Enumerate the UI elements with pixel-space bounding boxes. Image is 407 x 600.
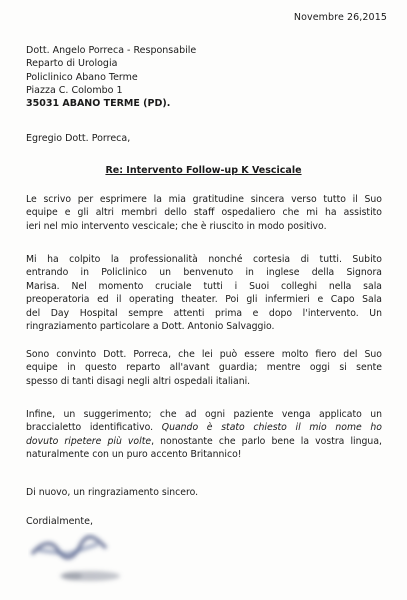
- italic-run: dovuto ripetere più volte: [26, 435, 152, 447]
- recipient-name: Dott. Angelo Porreca - Responsabile: [26, 45, 197, 56]
- paragraph-line: spesso di tanti disagi negli altri ospedali italiani.: [26, 375, 251, 387]
- paragraph-line: entrando in Policlinico un benvenuto in inglese della Signora: [26, 267, 382, 279]
- paragraph-pride: [26, 348, 382, 388]
- paragraph-line: equipe in questo reparto all'avant guardia; mentre oggi si sente: [26, 362, 382, 374]
- paragraph-line: Mi ha colpito la professionalità nonché cortesia di tutti. Subito: [26, 254, 382, 265]
- paragraph-line: naturalmente con un puro accento Britannico!: [26, 449, 242, 461]
- paragraph-line: ringraziamento particolare a Dott. Antonio Salvaggio.: [26, 321, 275, 333]
- recipient-hospital: Policlinico Abano Terme: [26, 71, 138, 83]
- paragraph-line: Infine, un suggerimento; che ad ogni paziente venga applicato un: [26, 409, 382, 420]
- paragraph-gratitude: [26, 193, 382, 233]
- text-run: braccialetto identificativo.: [26, 422, 154, 434]
- paragraph-line: Le scrivo per esprimere la mia gratitudine sincera verso tutto il Suo: [26, 194, 382, 205]
- paragraph-line: Di nuovo, un ringraziamento sincero.: [26, 487, 199, 498]
- paragraph-line: preoperatoria ed il operating theater. Poi gli infermieri e Capo Sala: [26, 294, 382, 306]
- salutation: Egregio Dott. Porreca,: [26, 133, 131, 144]
- recipient-city: 35031 ABANO TERME (PD).: [26, 98, 171, 110]
- signature-scribble: [32, 537, 120, 581]
- blurred-signature: [28, 532, 138, 590]
- recipient-address: [26, 44, 196, 110]
- paragraph-line: [26, 421, 382, 434]
- paragraph-line: del Day Hospital sempre attenti prima e dopo l'intervento. Un: [26, 307, 382, 319]
- paragraph-thanks: [26, 486, 382, 499]
- paragraph-line: Sono convinto Dott. Porreca, che lei può essere molto fiero del Suo: [26, 349, 382, 360]
- paragraph-professionalism: [26, 253, 382, 333]
- paragraph-line: [26, 435, 382, 448]
- letter-date: Novembre 26,2015: [293, 12, 387, 23]
- recipient-street: Piazza C. Colombo 1: [26, 84, 123, 96]
- paragraph-suggestion: [26, 408, 382, 462]
- subject-line: Re: Intervento Follow-up K Vescicale: [105, 165, 302, 176]
- paragraph-line: equipe e gli altri membri dello staff ospedaliero che mi ha assistito: [26, 207, 382, 219]
- recipient-department: Reparto di Urologia: [26, 58, 118, 70]
- paragraph-line: ieri nel mio intervento vescicale; che è riuscito in modo positivo.: [26, 220, 327, 232]
- closing: Cordialmente,: [26, 516, 94, 527]
- paragraph-line: Marisa. Nel momento cruciale tutti i Suoi colleghi nella sala: [26, 280, 382, 292]
- italic-run: Quando è stato chiesto il mio nome ho: [161, 422, 382, 434]
- text-run: , nonostante che parlo bene la vostra lingua,: [151, 435, 382, 447]
